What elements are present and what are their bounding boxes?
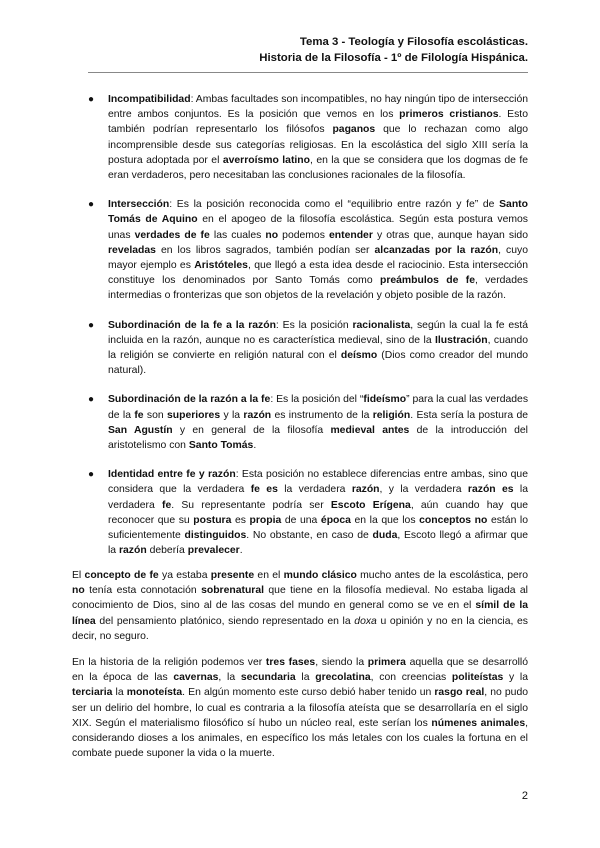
text-run: , con creencias	[370, 672, 452, 684]
text-run: . Su representante podría ser	[171, 499, 331, 511]
text-run: la verdadera	[108, 484, 529, 511]
bold-term: San Agustín	[108, 424, 173, 436]
bold-term: preámbulos de fe	[379, 275, 475, 287]
text-run: , cuyo mayor ejemplo es	[108, 244, 528, 272]
bold-term: Incompatibilidad	[108, 94, 191, 105]
text-run: en el apogeo de la filosofía escolástica. Según esta postura vemos unas	[108, 214, 529, 241]
text-run: , Escoto llegó a afirmar que la	[108, 530, 528, 557]
list-item	[88, 92, 528, 183]
bold-term: sobrenatural	[201, 585, 264, 597]
bold-term: superiores	[166, 409, 221, 421]
text-run: : Es la posición reconocida como el “equilibrio entre razón y fe” de	[169, 199, 500, 211]
header-subject: Historia de la Filosofía - 1º de Filología Hispánica.	[259, 52, 528, 64]
text-run: , según la cual la fe está incluida en la razón, aunque no es característica medieval, sino de la	[108, 319, 528, 346]
bold-term: prevalecer	[187, 545, 240, 557]
text-run: aquella que se desarrolló en la época de las	[72, 657, 528, 684]
bold-term: deísmo	[340, 350, 378, 362]
page-header	[259, 34, 528, 66]
text-run: y la	[220, 409, 244, 421]
bold-term: politeístas	[451, 672, 504, 684]
text-run: : Es la posición	[275, 319, 353, 331]
text-run: u opinión y no en la ciencia, es decir, no seguro.	[72, 615, 528, 642]
bullet-icon: ●	[88, 469, 95, 481]
bold-term: razón	[118, 545, 147, 557]
bold-term: símil de la línea	[72, 600, 528, 627]
text-run: podemos	[278, 229, 329, 241]
text-run: : Esta posición no establece diferencias entre ambas, sino que considera que la verdadera	[108, 469, 528, 496]
text-run: , no pudo ser un delirio del hombre, lo cual es contraria a la filosofía ateísta que se desarrollaría en el siglo XIX. Según el materialismo filosófico sí hubo un núcleo real, este serían los	[72, 687, 528, 729]
text-run: , la	[218, 672, 241, 684]
text-run: , y la verdadera	[379, 484, 468, 496]
text-run: mucho antes de la escolástica, pero	[356, 570, 528, 581]
bullet-list	[88, 92, 528, 572]
bold-term: paganos	[332, 124, 376, 136]
text-run: están lo suficientemente	[108, 514, 529, 542]
list-item	[88, 318, 528, 379]
bold-term: primeros cristianos	[399, 109, 499, 121]
text-run: debería	[146, 545, 188, 557]
bold-term: razón es	[467, 484, 514, 496]
text-run: es	[231, 514, 250, 526]
text-run: que tiene en la filosofía medieval. No estaba ligada al conocimiento de Dios, sino al de las cosas del mundo en general como se ve en el	[72, 585, 528, 612]
bold-term: tres fases	[265, 657, 316, 668]
text-run: (Dios como creador del mundo natural).	[108, 350, 529, 377]
text-run: . Esta sería la postura de	[410, 409, 528, 421]
text-run: , verdades intermedias o fronterizas que son objetos de la revelación y objeto posible de la razón.	[108, 275, 528, 302]
bullet-icon: ●	[88, 394, 95, 406]
bold-term: Santo Tomás de Aquino	[108, 199, 528, 226]
text-run: y en general de la filosofía	[172, 424, 331, 436]
bold-term: fe es	[250, 484, 278, 496]
text-run: El	[72, 570, 85, 581]
bold-term: duda	[372, 530, 398, 542]
header-course-title: Tema 3 - Teología y Filosofía escolásticas.	[299, 36, 528, 48]
bold-term: alcanzadas por la razón	[374, 244, 499, 256]
list-item	[88, 467, 528, 558]
bold-term: religión	[372, 409, 411, 421]
text-run: .	[253, 440, 257, 452]
bold-term: no	[72, 585, 85, 597]
bold-term: Subordinación de la fe a la razón	[108, 319, 276, 331]
bold-term: racionalista	[352, 319, 411, 331]
bold-term: conceptos no	[419, 514, 488, 526]
bold-term: postura	[193, 514, 232, 526]
bold-term: concepto de fe	[84, 570, 159, 581]
italic-term: doxa	[354, 615, 377, 627]
bold-term: fe	[134, 409, 144, 421]
bold-term: secundaria	[240, 672, 296, 684]
bold-term: fe	[162, 499, 172, 511]
bold-term: propia	[249, 514, 282, 526]
text-run: que lo rechazan como algo incomprensible desde sus categorías religiosas. En la escolástica del siglo XIII sería la postura adoptada por el	[108, 124, 528, 166]
text-run: : Es la posición del “	[270, 394, 364, 406]
list-item	[88, 197, 528, 303]
bold-term: cavernas	[173, 672, 219, 684]
text-run: es instrumento de la	[271, 409, 373, 421]
text-run: la	[112, 687, 127, 699]
bullet-icon: ●	[88, 94, 95, 105]
bold-term: razón	[243, 409, 272, 421]
bold-term: no	[265, 229, 279, 241]
bold-term: Subordinación de la razón a la fe	[108, 394, 271, 406]
bold-term: distinguidos	[184, 530, 247, 542]
text-run: En la historia de la religión podemos ver	[72, 657, 266, 668]
paragraph-historia-religion	[72, 655, 528, 761]
bold-term: Intersección	[108, 199, 170, 211]
bold-term: monoteísta	[126, 687, 183, 699]
paragraph-concepto-fe	[72, 568, 528, 644]
text-run: y la	[503, 672, 528, 684]
text-run: , en la que se considera que los dogmas de fe eran verdaderos, pero necesitaban las conclusiones racionales de la filosofía.	[108, 154, 528, 182]
list-item	[88, 392, 528, 453]
bullet-icon: ●	[88, 199, 95, 211]
text-run: : Ambas facultades son incompatibles, no hay ningún tipo de intersección entre ambos conjuntos. Es la posición que vemos en los	[108, 94, 528, 121]
bold-term: grecolatina	[315, 672, 371, 684]
text-run: de la introducción del aristotelismo con	[108, 424, 528, 452]
text-run: las cuales	[209, 229, 266, 241]
bold-term: Santo Tomás	[188, 440, 254, 452]
text-run: tenía esta connotación	[84, 585, 202, 597]
text-run: . No obstante, en caso de	[246, 530, 373, 542]
bold-term: rasgo real	[434, 687, 485, 699]
text-run: . Esto también podrían representarlo los filósofos	[108, 109, 528, 136]
page-number: 2	[521, 790, 528, 802]
text-run: del pensamiento platónico, siendo representado en la	[95, 615, 355, 627]
header-divider	[88, 72, 528, 73]
bold-term: númenes animales	[431, 717, 526, 729]
bold-term: entender	[329, 229, 373, 241]
text-run: la	[295, 672, 316, 684]
bold-term: terciaria	[72, 687, 113, 699]
bold-term: Identidad entre fe y razón	[108, 469, 236, 481]
text-run: y otras que, aunque hayan sido	[372, 229, 528, 241]
bold-term: razón	[351, 484, 380, 496]
bold-term: reveladas	[108, 244, 156, 256]
bold-term: Escoto Erígena	[330, 499, 411, 511]
text-run: , considerando dioses a los animales, en específico los más letales con los cuales la fortuna en el combate puede suponer la vida o la muerte.	[72, 717, 528, 760]
text-run: ” para la cual las verdades de la	[108, 394, 529, 421]
text-run: en la que los	[350, 514, 420, 526]
text-run: son	[143, 409, 167, 421]
bold-term: época	[320, 514, 351, 526]
bold-term: averroísmo latino	[222, 154, 310, 166]
text-run: en el	[254, 570, 284, 581]
bullet-icon: ●	[88, 319, 95, 331]
text-run: de una	[281, 514, 321, 526]
text-run: , aún cuando hay que reconocer que su	[108, 499, 529, 526]
bold-term: verdades de fe	[134, 229, 210, 241]
bold-term: primera	[367, 657, 406, 668]
bold-term: medieval antes	[330, 424, 410, 436]
bold-term: fideísmo	[363, 394, 407, 406]
text-run: ya estaba	[158, 570, 211, 581]
bold-term: presente	[210, 570, 255, 581]
text-run: , siendo la	[315, 657, 368, 668]
text-run: la verdadera	[277, 484, 352, 496]
text-run: . En algún momento este curso debió haber tenido un	[182, 687, 435, 699]
text-run: , que llegó a esta idea desde el raciocinio. Esta intersección constituye los denominados por Santo Tomás como	[108, 260, 528, 287]
bold-term: Aristóteles	[194, 260, 248, 272]
text-run: .	[239, 545, 243, 557]
bold-term: Ilustración	[435, 334, 488, 346]
text-run: , cuando la religión se convierte en religión natural con el	[108, 334, 528, 362]
bold-term: mundo clásico	[283, 570, 357, 581]
text-run: en los libros sagrados, también podían ser	[155, 244, 375, 256]
